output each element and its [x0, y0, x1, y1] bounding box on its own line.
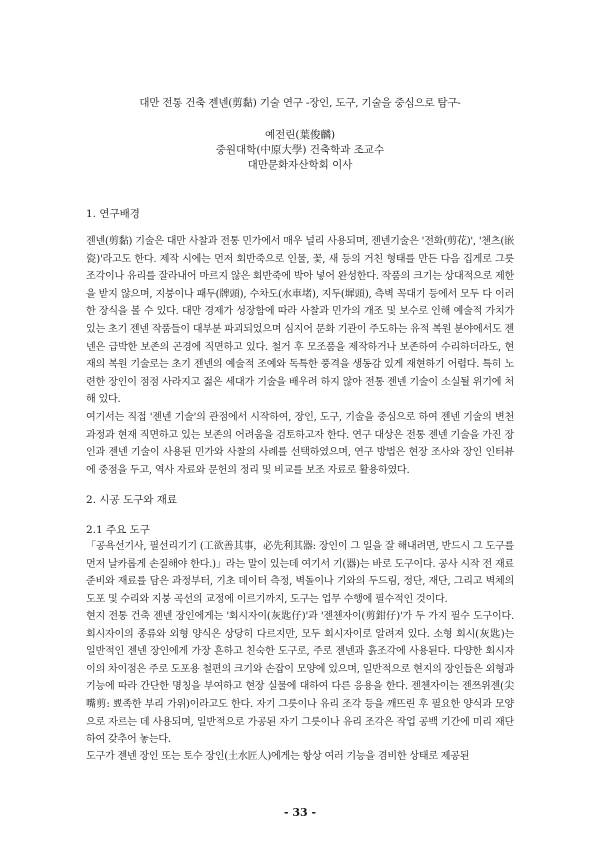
paragraph-background-1: 젠넨(剪黏) 기술은 대만 사찰과 전통 민가에서 매우 널리 사용되며, 젠넨기술은 '전화(剪花)', '첸츠(嵌瓷)'라고도 한다. 제작 시에는 먼저 회반죽으로 인물, 꽃, 새 등의 거친 형태를 만든 다음 집게로 그릇 조각이나 유리를 잘라내어 마르지 않은 회반죽에 박아 넣어 완성한다. 작품의 크기는 상대적으로 제한을 받지 않으며, 지붕이나 패두(牌頭), 수차도(水車堵), 지두(墀頭), 측벽 꼭대기 등에서 모두 다 이러한 장식을 볼 수 있다. 대만 경제가 성장함에 따라 사찰과 민가의 개조 및 보수로 인해 예술적 가치가 있는 초기 젠넨 작품들이 대부분 파괴되었으며 심지어 문화 기관이 주도하는 유적 복원 분야에서도 젠넨은 급박한 보존의 곤경에 직면하고 있다. 철거 후 모조품을 제작하거나 보존하여 수리하더라도, 현재의 복원 기술로는 초기 젠넨의 예술적 조예와 독특한 풍격을 생동감 있게 재현하기 어렵다. 특히 노련한 장인이 점점 사라지고 젊은 세대가 기술을 배우려 하지 않아 전통 젠넨 기술이 소실될 위기에 처해 있다. — [86, 236, 514, 406]
page-number: - 33 - — [283, 806, 317, 819]
paper-title: 대만 전통 건축 젠넨(剪黏) 기술 연구 -장인, 도구, 기술을 중심으로 탐구- — [139, 97, 461, 109]
paragraph-tools-2: 현지 전통 건축 젠넨 장인에게는 '회시자이(灰匙仔)'과 '젠첸자이(剪鉗仔)'가 두 가지 필수 도구이다. 회시자이의 종류와 외형 양식은 상당히 다르지만, 모두 회시자이로 알려져 있다. 소형 회시(灰匙)는 일반적인 젠넨 장인에게 가장 흔하고 친숙한 도구로, 주로 젠넨과 흙조각에 사용된다. 다양한 회시자이의 차이점은 주로 도포용 철편의 크기와 손잡이 모양에 있으며, 일반적으로 현지의 장인들은 외형과 기능에 따라 간단한 명칭을 부여하고 현장 실물에 대하여 다른 응용을 한다. 젠첸자이는 젠쯔위젠(尖嘴剪: 뾰족한 부리 가위)이라고도 한다. 자기 그릇이나 유리 조각 등을 깨뜨린 후 필요한 양식과 모양으로 자르는 데 사용되며, 일반적으로 가공된 자기 그릇이나 유리 조각은 작업 공백 기간에 미리 재단하여 갖추어 놓는다. — [86, 611, 514, 746]
paragraph-tools-1: 「공욕선기사, 필선리기기 (工欲善其事，必先利其器: 장인이 그 일을 잘 해내려면, 반드시 그 도구를 먼저 날카롭게 손질해야 한다.)」라는 말이 있는데 여기서 기(器)는 바로 도구이다. 공사 시작 전 재료 준비와 재료를 담은 과정부터, 기초 데이터 측정, 벽돌이나 기와의 두드림, 정단, 재단, 그리고 벽체의 도포 및 수리와 지붕 곡선의 교정에 이르기까지, 도구는 업무 수행에 필수적인 것이다. — [86, 541, 514, 605]
paragraph-background-2: 여기서는 직접 '젠넨 기술'의 관점에서 시작하여, 장인, 도구, 기술을 중심으로 하여 젠넨 기술의 변천 과정과 현재 직면하고 있는 보존의 어려움을 검토하고자 한다. 연구 대상은 전통 젠넨 기술을 가진 장인과 젠넨 기술이 사용된 민가와 사찰의 사례를 선택하였으며, 연구 방법은 현장 조사와 장인 인터뷰에 중점을 두고, 역사 자료와 문헌의 정리 및 비교를 보조 자료로 활용하였다. — [86, 412, 514, 476]
subsection-heading-main-tools: 2.1 주요 도구 — [86, 524, 150, 536]
section-heading-tools-materials: 2. 시공 도구와 재료 — [86, 494, 178, 506]
author-affiliation: 중원대학(中原大學) 건축학과 조교수 — [215, 144, 385, 156]
author-block — [40, 128, 560, 173]
paragraph-tools-3: 도구가 젠넨 장인 또는 토수 장인(土水匠人)에게는 항상 여러 기능을 겸비한 상태로 제공된 — [86, 751, 470, 762]
author-role: 대만문화자산학회 이사 — [247, 159, 353, 171]
section-heading-research-background: 1. 연구배경 — [86, 208, 140, 220]
author-name: 예전린(葉俊麟) — [264, 129, 336, 141]
